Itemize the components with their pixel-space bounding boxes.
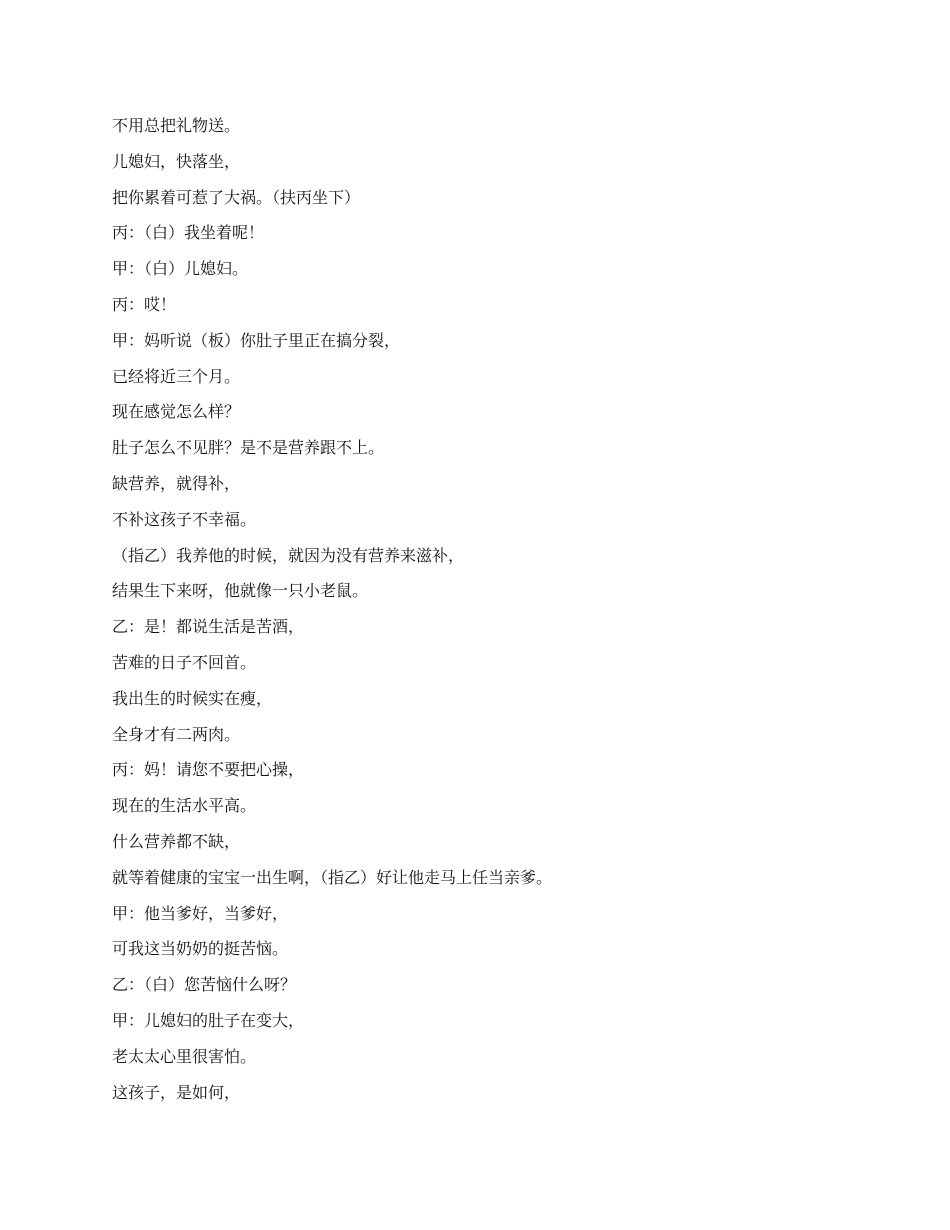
script-line: 乙：（白）您苦恼什么呀？ [112, 975, 297, 995]
script-line: 丙：（白）我坐着呢！ [112, 223, 265, 243]
script-line: 缺营养，就得补， [112, 473, 241, 493]
script-line: 老太太心里很害怕。 [112, 1046, 257, 1066]
script-line: 现在感觉怎么样？ [112, 402, 241, 422]
script-line: 丙：妈！请您不要把心操， [112, 760, 305, 780]
script-line: 就等着健康的宝宝一出生啊，（指乙）好让他走马上任当亲爹。 [112, 867, 553, 887]
script-line: 可我这当奶奶的挺苦恼。 [112, 939, 289, 959]
script-line: 这孩子，是如何， [112, 1082, 241, 1102]
script-line: 儿媳妇，快落坐， [112, 151, 241, 171]
script-line: 已经将近三个月。 [112, 366, 241, 386]
script-line: 甲：妈听说（板）你肚子里正在搞分裂， [112, 330, 401, 350]
script-text-body [112, 108, 892, 1110]
script-line: 不用总把礼物送。 [112, 116, 241, 135]
script-line: 甲：儿媳妇的肚子在变大， [112, 1010, 305, 1030]
script-line: 结果生下来呀，他就像一只小老鼠。 [112, 581, 369, 601]
script-line: 现在的生活水平高。 [112, 796, 257, 816]
script-line: 乙：是！都说生活是苦酒， [112, 617, 305, 637]
script-line: 不补这孩子不幸福。 [112, 509, 257, 529]
script-line: 苦难的日子不回首。 [112, 652, 257, 672]
script-line: （指乙）我养他的时候，就因为没有营养来滋补， [112, 545, 465, 565]
script-line: 肚子怎么不见胖？是不是营养跟不上。 [112, 438, 385, 458]
script-line: 什么营养都不缺， [112, 831, 241, 851]
script-line: 我出生的时候实在瘦， [112, 688, 273, 708]
script-line: 把你累着可惹了大祸。（扶丙坐下） [112, 187, 361, 207]
script-line: 甲：（白）儿媳妇。 [112, 259, 249, 279]
script-line: 甲：他当爹好，当爹好， [112, 903, 289, 923]
script-line: 全身才有二两肉。 [112, 724, 241, 744]
script-line: 丙：哎！ [112, 294, 177, 314]
